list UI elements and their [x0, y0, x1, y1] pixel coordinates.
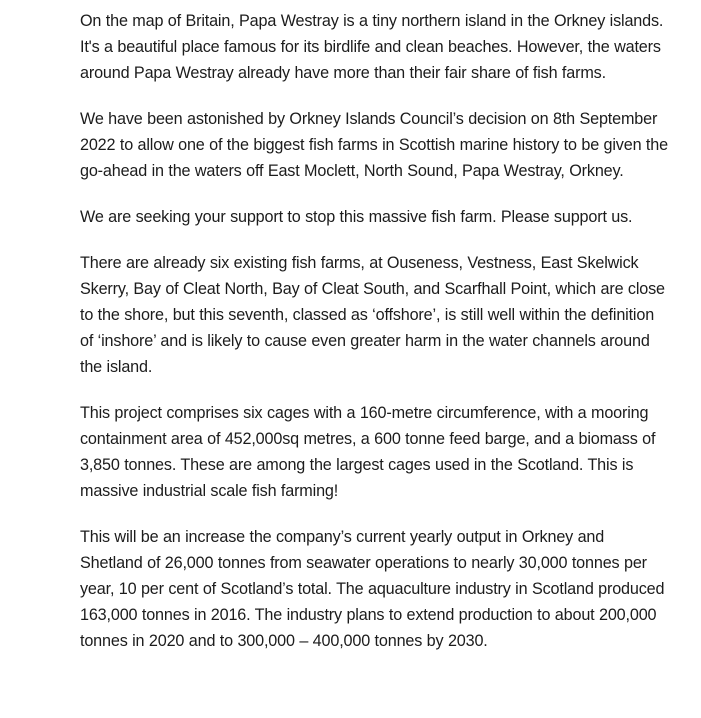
paragraph-project-scale: This project comprises six cages with a 160-metre circumference, with a mooring containment area of 452,000sq metres, a 600 tonne feed barge, and a biomass of 3,850 tonnes. These are among the largest cages used in the Scotland. This is massive industrial scale fish farming! [80, 404, 656, 500]
paragraph-existing-farms: There are already six existing fish farms, at Ouseness, Vestness, East Skelwick Skerry, Bay of Cleat North, Bay of Cleat South, and Scarfhall Point, which are close to the shore, but this seventh, classed as ‘offshore’, is still well within the definition of ‘inshore’ and is likely to cause even greater harm in the water channels around the island. [80, 254, 665, 376]
paragraph-council-decision: We have been astonished by Orkney Islands Council’s decision on 8th September 2022 to allow one of the biggest fish farms in Scottish marine history to be given the go-ahead in the waters off East Moclett, North Sound, Papa Westray, Orkney. [80, 110, 668, 180]
paragraph-output-figures: This will be an increase the company’s current yearly output in Orkney and Shetland of 26,000 tonnes from seawater operations to nearly 30,000 tonnes per year, 10 per cent of Scotland’s total. The aquaculture industry in Scotland produced 163,000 tonnes in 2016. The industry plans to extend production to about 200,000 tonnes in 2020 and to 300,000 – 400,000 tonnes by 2030. [80, 528, 665, 650]
paragraph-support-appeal: We are seeking your support to stop this massive fish farm. Please support us. [80, 208, 633, 226]
paragraph-intro: On the map of Britain, Papa Westray is a tiny northern island in the Orkney islands. It's a beautiful place famous for its birdlife and clean beaches. However, the waters around Papa Westray already have more than their fair share of fish farms. [80, 12, 664, 82]
